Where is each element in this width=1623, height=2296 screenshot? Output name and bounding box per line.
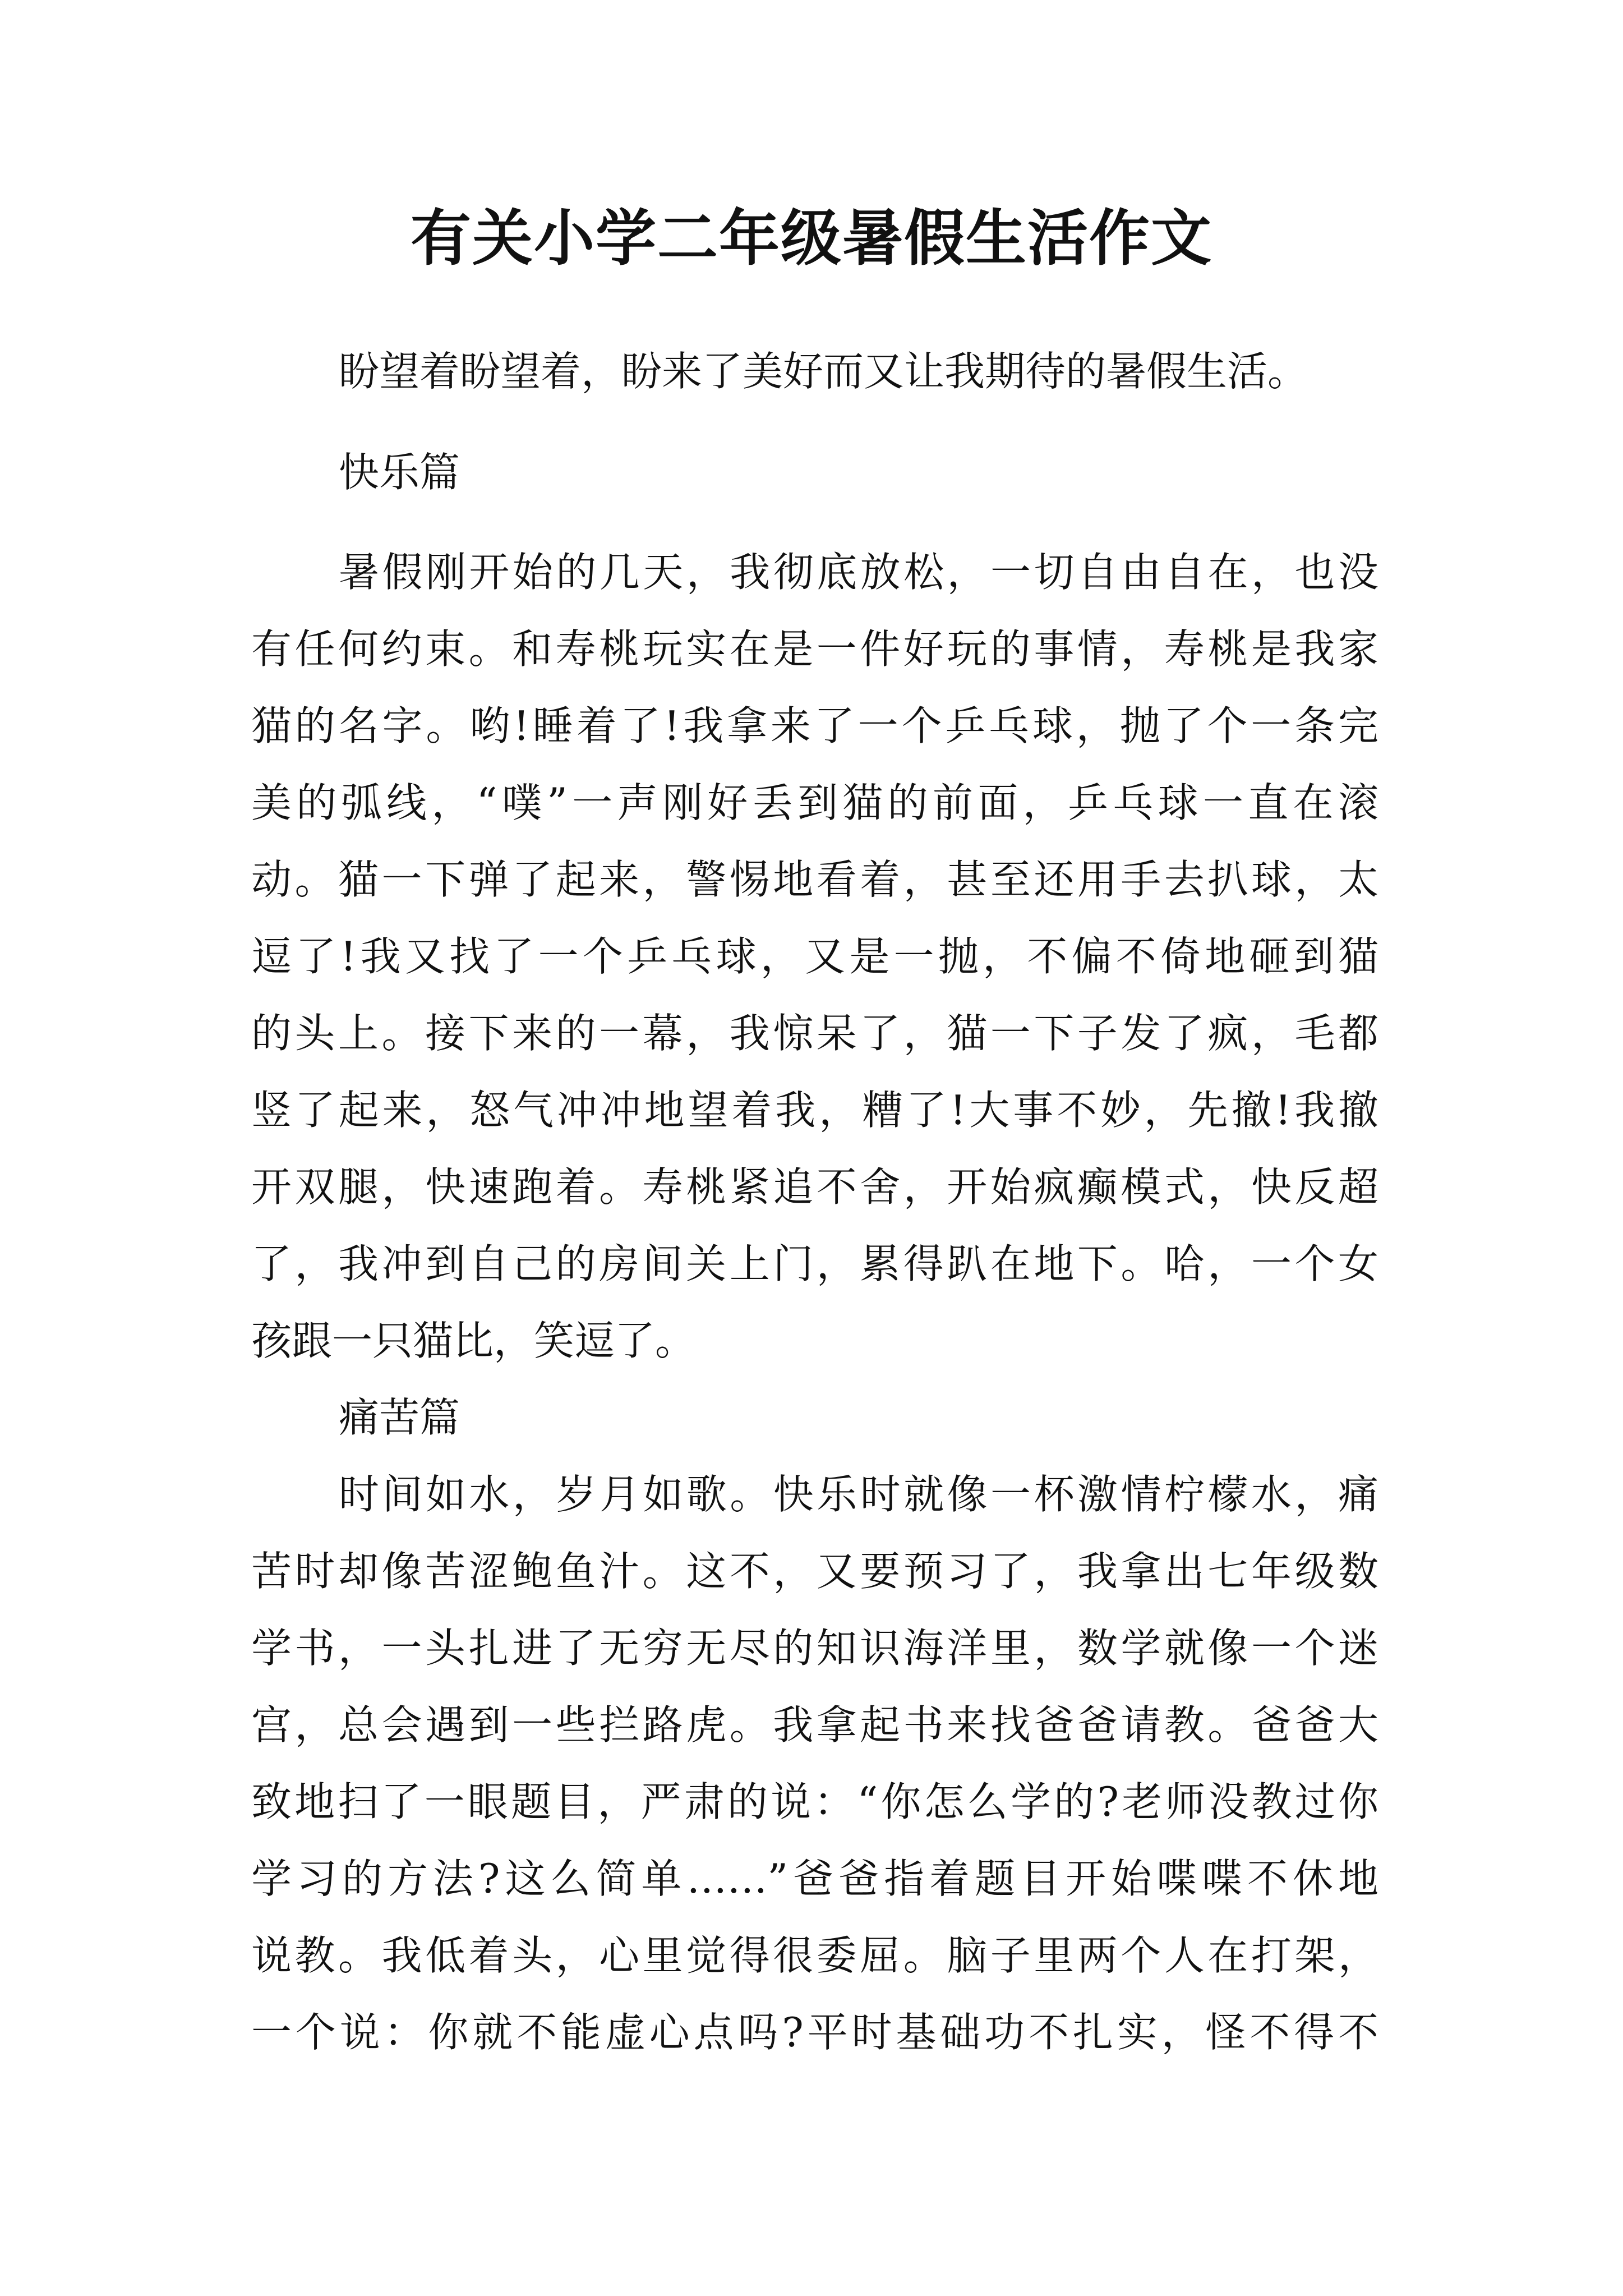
paragraph-line: 有任何约束。和寿桃玩实在是一件好玩的事情，寿桃是我家 bbox=[251, 625, 1378, 673]
paragraph-line: 竖了起来，怒气冲冲地望着我，糟了!大事不妙，先撤!我撤 bbox=[251, 1087, 1378, 1134]
paragraph-line: 的头上。接下来的一幕，我惊呆了，猫一下子发了疯，毛都 bbox=[251, 1010, 1378, 1057]
paragraph-line: 致地扫了一眼题目，严肃的说：“你怎么学的?老师没教过你 bbox=[251, 1778, 1378, 1825]
paragraph-line: 美的弧线，“噗”一声刚好丢到猫的前面，乒乓球一直在滚 bbox=[251, 779, 1378, 826]
paragraph-line: 时间如水，岁月如歌。快乐时就像一杯激情柠檬水，痛 bbox=[339, 1471, 1378, 1518]
paragraph-line: 孩跟一只猫比，笑逗了。 bbox=[251, 1317, 696, 1364]
section-heading-happy: 快乐篇 bbox=[339, 449, 460, 496]
section-heading-painful: 痛苦篇 bbox=[339, 1394, 460, 1441]
paragraph-line: 猫的名字。哟!睡着了!我拿来了一个乒乓球，抛了个一条完 bbox=[251, 702, 1378, 749]
paragraph-line: 动。猫一下弹了起来，警惕地看着，甚至还用手去扒球，太 bbox=[251, 856, 1378, 903]
document-title: 有关小学二年级暑假生活作文 bbox=[410, 203, 1212, 274]
paragraph-line: 逗了!我又找了一个乒乓球，又是一抛，不偏不倚地砸到猫 bbox=[251, 933, 1378, 980]
paragraph-line: 了，我冲到自己的房间关上门，累得趴在地下。哈，一个女 bbox=[251, 1240, 1378, 1287]
paragraph-line: 学习的方法?这么简单……”爸爸指着题目开始喋喋不休地 bbox=[251, 1855, 1378, 1902]
paragraph-line: 开双腿，快速跑着。寿桃紧追不舍，开始疯癫模式，快反超 bbox=[251, 1163, 1378, 1211]
paragraph-line: 学书，一头扎进了无穷无尽的知识海洋里，数学就像一个迷 bbox=[251, 1625, 1378, 1672]
paragraph-line: 盼望着盼望着，盼来了美好而又让我期待的暑假生活。 bbox=[339, 348, 1308, 395]
paragraph-line: 暑假刚开始的几天，我彻底放松，一切自由自在，也没 bbox=[339, 549, 1378, 596]
paragraph-line: 说教。我低着头，心里觉得很委屈。脑子里两个人在打架， bbox=[251, 1932, 1378, 1979]
paragraph-line: 苦时却像苦涩鲍鱼汁。这不，又要预习了，我拿出七年级数 bbox=[251, 1548, 1378, 1595]
paragraph-line: 宫，总会遇到一些拦路虎。我拿起书来找爸爸请教。爸爸大 bbox=[251, 1701, 1378, 1749]
paragraph-line: 一个说：你就不能虚心点吗?平时基础功不扎实，怪不得不 bbox=[251, 2009, 1378, 2056]
